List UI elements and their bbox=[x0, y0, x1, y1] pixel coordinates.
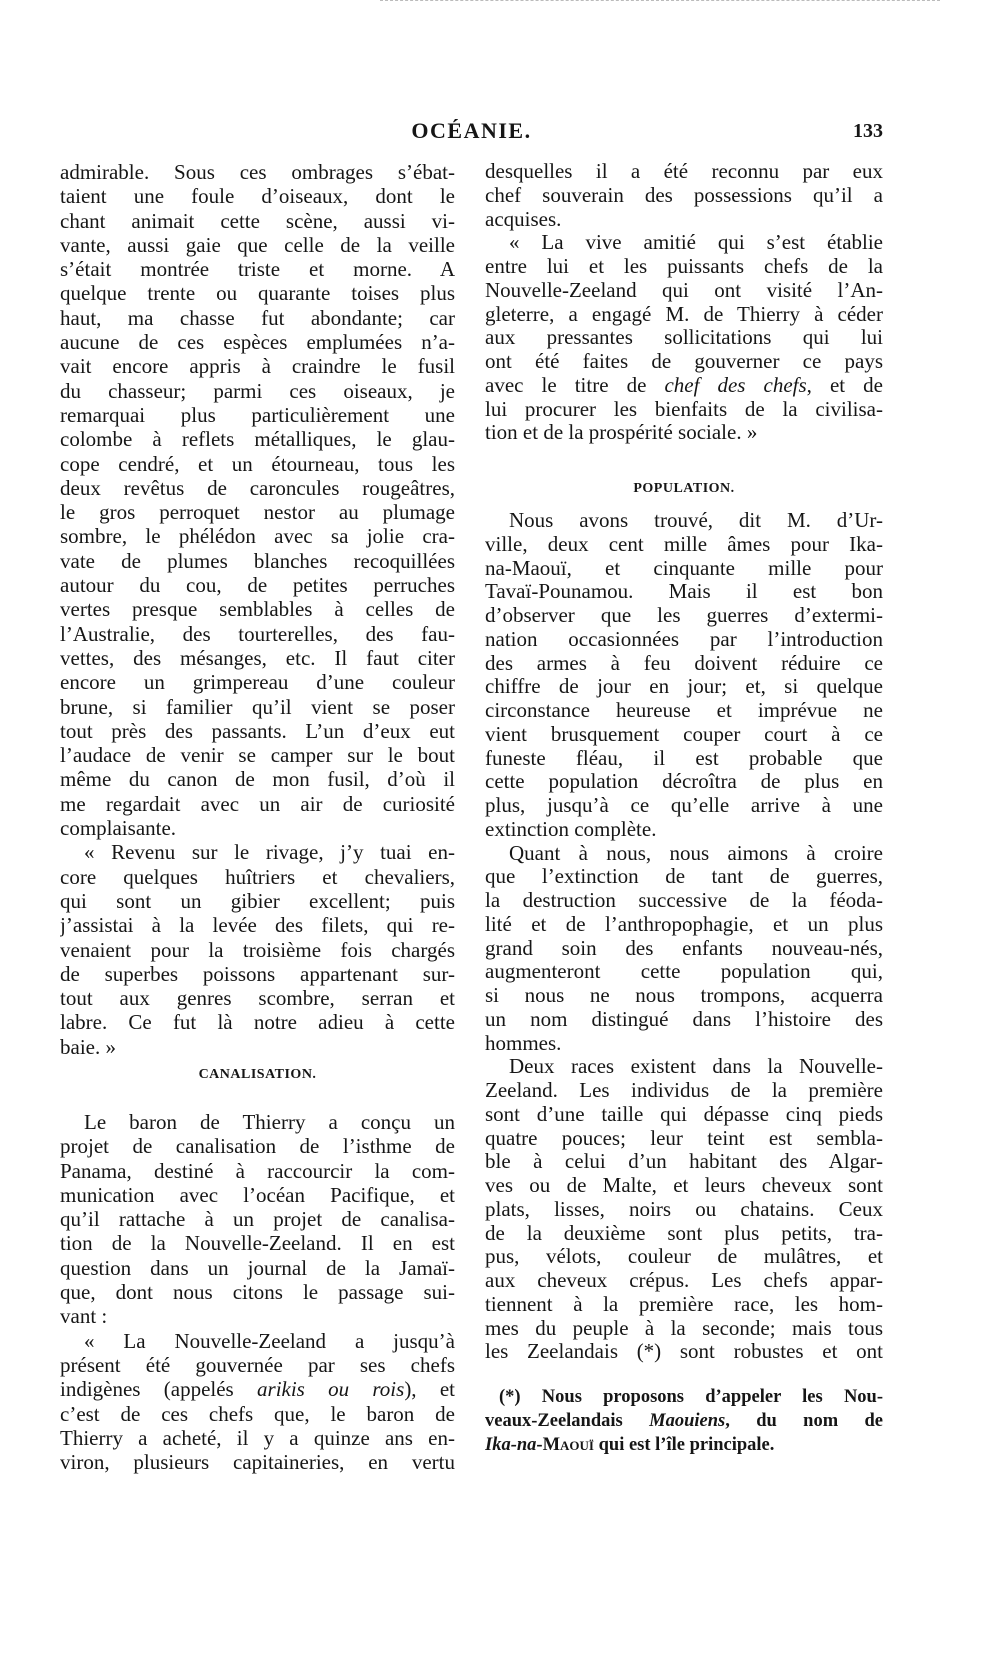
text-line: tiennent à la première race, les hom- bbox=[485, 1292, 883, 1316]
italic-text: arikis ou rois bbox=[257, 1377, 405, 1402]
text-line: na-Maouï, et cinquante mille pour bbox=[485, 556, 883, 580]
italic-text: Ika-na bbox=[485, 1435, 537, 1455]
text-line: vient brusquement couper court à ce bbox=[485, 722, 883, 746]
text-line: viron, plusieurs capitaineries, en vertu bbox=[60, 1450, 455, 1475]
text-line: un nom distingué dans l’histoire des bbox=[485, 1007, 883, 1031]
text-line: gleterre, a engagé M. de Thierry à céder bbox=[485, 302, 883, 326]
text-line: lui procurer les bienfaits de la civilisa- bbox=[485, 397, 883, 421]
text-line: que l’extinction de tant de guerres, bbox=[485, 865, 883, 889]
text-line: « Revenu sur le rivage, j’y tuai en- bbox=[84, 840, 455, 865]
text-line: s’était montrée triste et morne. A bbox=[60, 257, 455, 282]
text-line: « La Nouvelle-Zeeland a jusqu’à bbox=[84, 1328, 455, 1353]
text-segment: indigènes (appelés bbox=[60, 1377, 258, 1402]
text-line: circonstance heureuse et imprévue ne bbox=[485, 699, 883, 722]
text-line: remarquai plus particulièrement une bbox=[60, 402, 455, 427]
text-line: qu’il rattache à un projet de canalisa- bbox=[60, 1207, 455, 1232]
text-line: qui sont un gibier excellent; puis bbox=[60, 888, 455, 913]
text-line: la destruction successive de la féoda- bbox=[485, 889, 883, 912]
text-line: plats, lisses, noirs ou chatains. Ceux bbox=[485, 1197, 883, 1221]
paragraph bbox=[485, 509, 883, 842]
text-line: si nous ne nous trompons, acquerra bbox=[485, 984, 883, 1007]
text-segment: avec le titre de bbox=[485, 373, 665, 397]
text-line bbox=[485, 1409, 883, 1433]
text-line: acquises. bbox=[485, 207, 562, 231]
text-line: tion de la Nouvelle-Zeeland. Il en est bbox=[60, 1231, 455, 1256]
text-line: vate de plumes blanches recoquillées bbox=[60, 548, 455, 573]
text-line: brune, si familier qu’il vient se poser bbox=[60, 694, 455, 719]
text-line: quatre pouces; leur teint est sembla- bbox=[485, 1126, 883, 1150]
text-line: présent été gouvernée par ses chefs bbox=[60, 1352, 455, 1377]
text-line: labre. Ce fut là notre adieu à cette bbox=[60, 1010, 455, 1035]
text-line: « La vive amitié qui s’est établie bbox=[509, 231, 883, 255]
text-line: ont été faites de gouverner ce pays bbox=[485, 350, 883, 373]
text-segment: , et de bbox=[806, 373, 883, 397]
paragraph bbox=[485, 1055, 883, 1364]
text-line: extinction complète. bbox=[485, 817, 657, 841]
text-line: l’audace de venir se camper sur le bout bbox=[60, 743, 455, 768]
text-line: funeste fléau, il est probable que bbox=[485, 746, 883, 770]
text-line: pus, vélots, couleur de mulâtres, et bbox=[485, 1245, 883, 1269]
text-line: vait encore appris à craindre le fusil bbox=[60, 354, 455, 379]
text-line: lité et de l’anthropophagie, et un plus bbox=[485, 912, 883, 936]
text-line: le gros perroquet nestor au plumage bbox=[60, 500, 455, 525]
italic-text: Maouiens bbox=[649, 1411, 726, 1431]
running-header bbox=[60, 118, 883, 148]
text-line: cope cendré, et un étourneau, tous les bbox=[60, 451, 455, 476]
text-line: aux cheveux crépus. Les chefs appar- bbox=[485, 1269, 883, 1292]
text-line: vant : bbox=[60, 1304, 108, 1329]
text-segment: , du nom de bbox=[725, 1411, 883, 1431]
text-line: complaisante. bbox=[60, 816, 177, 841]
text-line: de superbes poissons appartenant sur- bbox=[60, 961, 455, 986]
text-line: que, dont nous citons le passage sui- bbox=[60, 1280, 455, 1305]
text-line: grand soin des enfants nouveau-nés, bbox=[485, 936, 883, 960]
text-line: vertes presque semblables à celles de bbox=[60, 597, 455, 622]
running-title: OCÉANIE. bbox=[411, 118, 532, 143]
text-segment: qui est l’île principale. bbox=[594, 1435, 775, 1455]
text-line: haut, ma chasse fut abondante; car bbox=[60, 305, 455, 330]
text-line: me regardait avec un air de curiosité bbox=[60, 791, 455, 816]
text-line: aux pressantes sollicitations qui lui bbox=[485, 326, 883, 350]
paragraph bbox=[485, 160, 883, 231]
text-line: Quant à nous, nous aimons à croire bbox=[509, 841, 883, 865]
text-line: colombe à reflets métalliques, le glau- bbox=[60, 427, 455, 452]
text-line: autour du cou, de petites perruches bbox=[60, 573, 455, 598]
footnote bbox=[485, 1385, 883, 1457]
text-line: plus, jusqu’à ce qu’elle arrive à une bbox=[485, 794, 883, 817]
paragraph bbox=[485, 231, 883, 445]
text-segment: - bbox=[536, 1435, 543, 1455]
text-line: core quelques huîtriers et chevaliers, bbox=[60, 864, 455, 889]
text-line: cette population décroîtra de plus en bbox=[485, 770, 883, 794]
text-line: Tavaï-Pounamou. Mais il est bon bbox=[485, 580, 883, 604]
text-line: sombre, le phélédon avec sa jolie cra- bbox=[60, 524, 455, 549]
text-line: d’observer que les guerres d’extermi- bbox=[485, 604, 883, 627]
section-heading: POPULATION. bbox=[633, 481, 735, 496]
italic-text: chef des chefs bbox=[664, 373, 807, 397]
text-line: mes du peuple à la seconde; mais tous bbox=[485, 1316, 883, 1340]
text-line: ble à celui d’un habitant des Algar- bbox=[485, 1150, 883, 1174]
paragraph bbox=[485, 842, 883, 1056]
text-line: sont d’une taille qui dépasse cinq pieds bbox=[485, 1102, 883, 1126]
text-line: du chasseur; parmi ces oiseaux, je bbox=[60, 378, 455, 403]
text-line: l’Australie, des tourterelles, des fau- bbox=[60, 621, 455, 646]
text-line: admirable. Sous ces ombrages s’ébat- bbox=[60, 160, 455, 184]
text-line: ves ou de Malte, et leurs cheveux sont bbox=[485, 1174, 883, 1197]
text-line: hommes. bbox=[485, 1031, 562, 1055]
text-line: aucune de ces espèces emplumées n’a- bbox=[60, 330, 455, 355]
paragraph bbox=[60, 840, 455, 1059]
text-line: nation occasionnées par l’introduction bbox=[485, 627, 883, 651]
text-line: Deux races existent dans la Nouvelle- bbox=[509, 1055, 883, 1079]
text-line: Panama, destiné à raccourcir la com- bbox=[60, 1158, 455, 1183]
text-line: munication avec l’océan Pacifique, et bbox=[60, 1182, 455, 1207]
text-line: les Zeelandais (*) sont robustes et ont bbox=[485, 1340, 883, 1364]
text-line: chiffre de jour en jour; et, si quelque bbox=[485, 675, 883, 699]
paragraph bbox=[60, 1110, 455, 1329]
text-line: chant animait cette scène, aussi vi- bbox=[60, 208, 455, 233]
text-line: Nous avons trouvé, dit M. d’Ur- bbox=[509, 509, 883, 532]
text-line: desquelles il a été reconnu par eux bbox=[485, 160, 883, 183]
text-line: projet de canalisation de l’isthme de bbox=[60, 1134, 455, 1159]
text-line bbox=[60, 1377, 455, 1401]
text-line: c’est de ces chefs que, le baron de bbox=[60, 1401, 455, 1426]
text-line: deux revêtus de caroncules rougeâtres, bbox=[60, 475, 455, 500]
text-segment: veaux-Zeelandais bbox=[485, 1411, 650, 1431]
text-line: Thierry a acheté, il y a quinze ans en- bbox=[60, 1425, 455, 1450]
text-line: vettes, des mésanges, etc. Il faut citer bbox=[60, 645, 455, 670]
text-line: augmenteront cette population qui, bbox=[485, 960, 883, 984]
paragraph bbox=[60, 160, 455, 840]
text-line: de la deuxième sont plus petits, tra- bbox=[485, 1221, 883, 1245]
left-column bbox=[60, 160, 455, 1474]
text-line: encore un grimpereau d’une couleur bbox=[60, 670, 455, 695]
small-caps-text: Maouï bbox=[542, 1435, 594, 1455]
text-line: entre lui et les puissants chefs de la bbox=[485, 255, 883, 278]
text-line: question dans un journal de la Jamaï- bbox=[60, 1255, 455, 1280]
page-number: 133 bbox=[853, 120, 883, 142]
text-line: (*) Nous proposons d’appeler les Nou- bbox=[499, 1387, 883, 1407]
text-line: Nouvelle-Zeeland qui ont visité l’An- bbox=[485, 278, 883, 302]
text-line: venaient pour la troisième fois chargés bbox=[60, 937, 455, 962]
section-heading: CANALISATION. bbox=[198, 1066, 317, 1082]
text-line bbox=[485, 374, 883, 398]
text-line: vante, aussi gaie que celle de la veille bbox=[60, 232, 455, 257]
text-line: des armes à feu doivent réduire ce bbox=[485, 651, 883, 675]
text-line: tion et de la prospérité sociale. » bbox=[485, 421, 758, 445]
text-segment: ), et bbox=[404, 1377, 455, 1402]
text-line: Le baron de Thierry a conçu un bbox=[84, 1109, 455, 1134]
text-line: j’assistai à la levée des filets, qui re- bbox=[60, 913, 455, 938]
text-line: taient une foule d’oiseaux, dont le bbox=[60, 184, 455, 209]
text-line: même du canon de mon fusil, d’où il bbox=[60, 767, 455, 792]
text-line: baie. » bbox=[60, 1034, 116, 1059]
scan-edge-artifact bbox=[380, 0, 940, 1]
text-line: tout aux genres scombre, serran et bbox=[60, 986, 455, 1011]
text-line: chef souverain des possessions qu’il a bbox=[485, 183, 883, 207]
paragraph bbox=[60, 1329, 455, 1475]
text-line: ville, deux cent mille âmes pour Ika- bbox=[485, 532, 883, 556]
text-line bbox=[485, 1433, 883, 1457]
text-line: quelque trente ou quarante toises plus bbox=[60, 281, 455, 306]
text-line: Zeeland. Les individus de la première bbox=[485, 1079, 883, 1102]
right-column bbox=[485, 160, 883, 1457]
text-line: tout près des passants. L’un d’eux eut bbox=[60, 718, 455, 743]
